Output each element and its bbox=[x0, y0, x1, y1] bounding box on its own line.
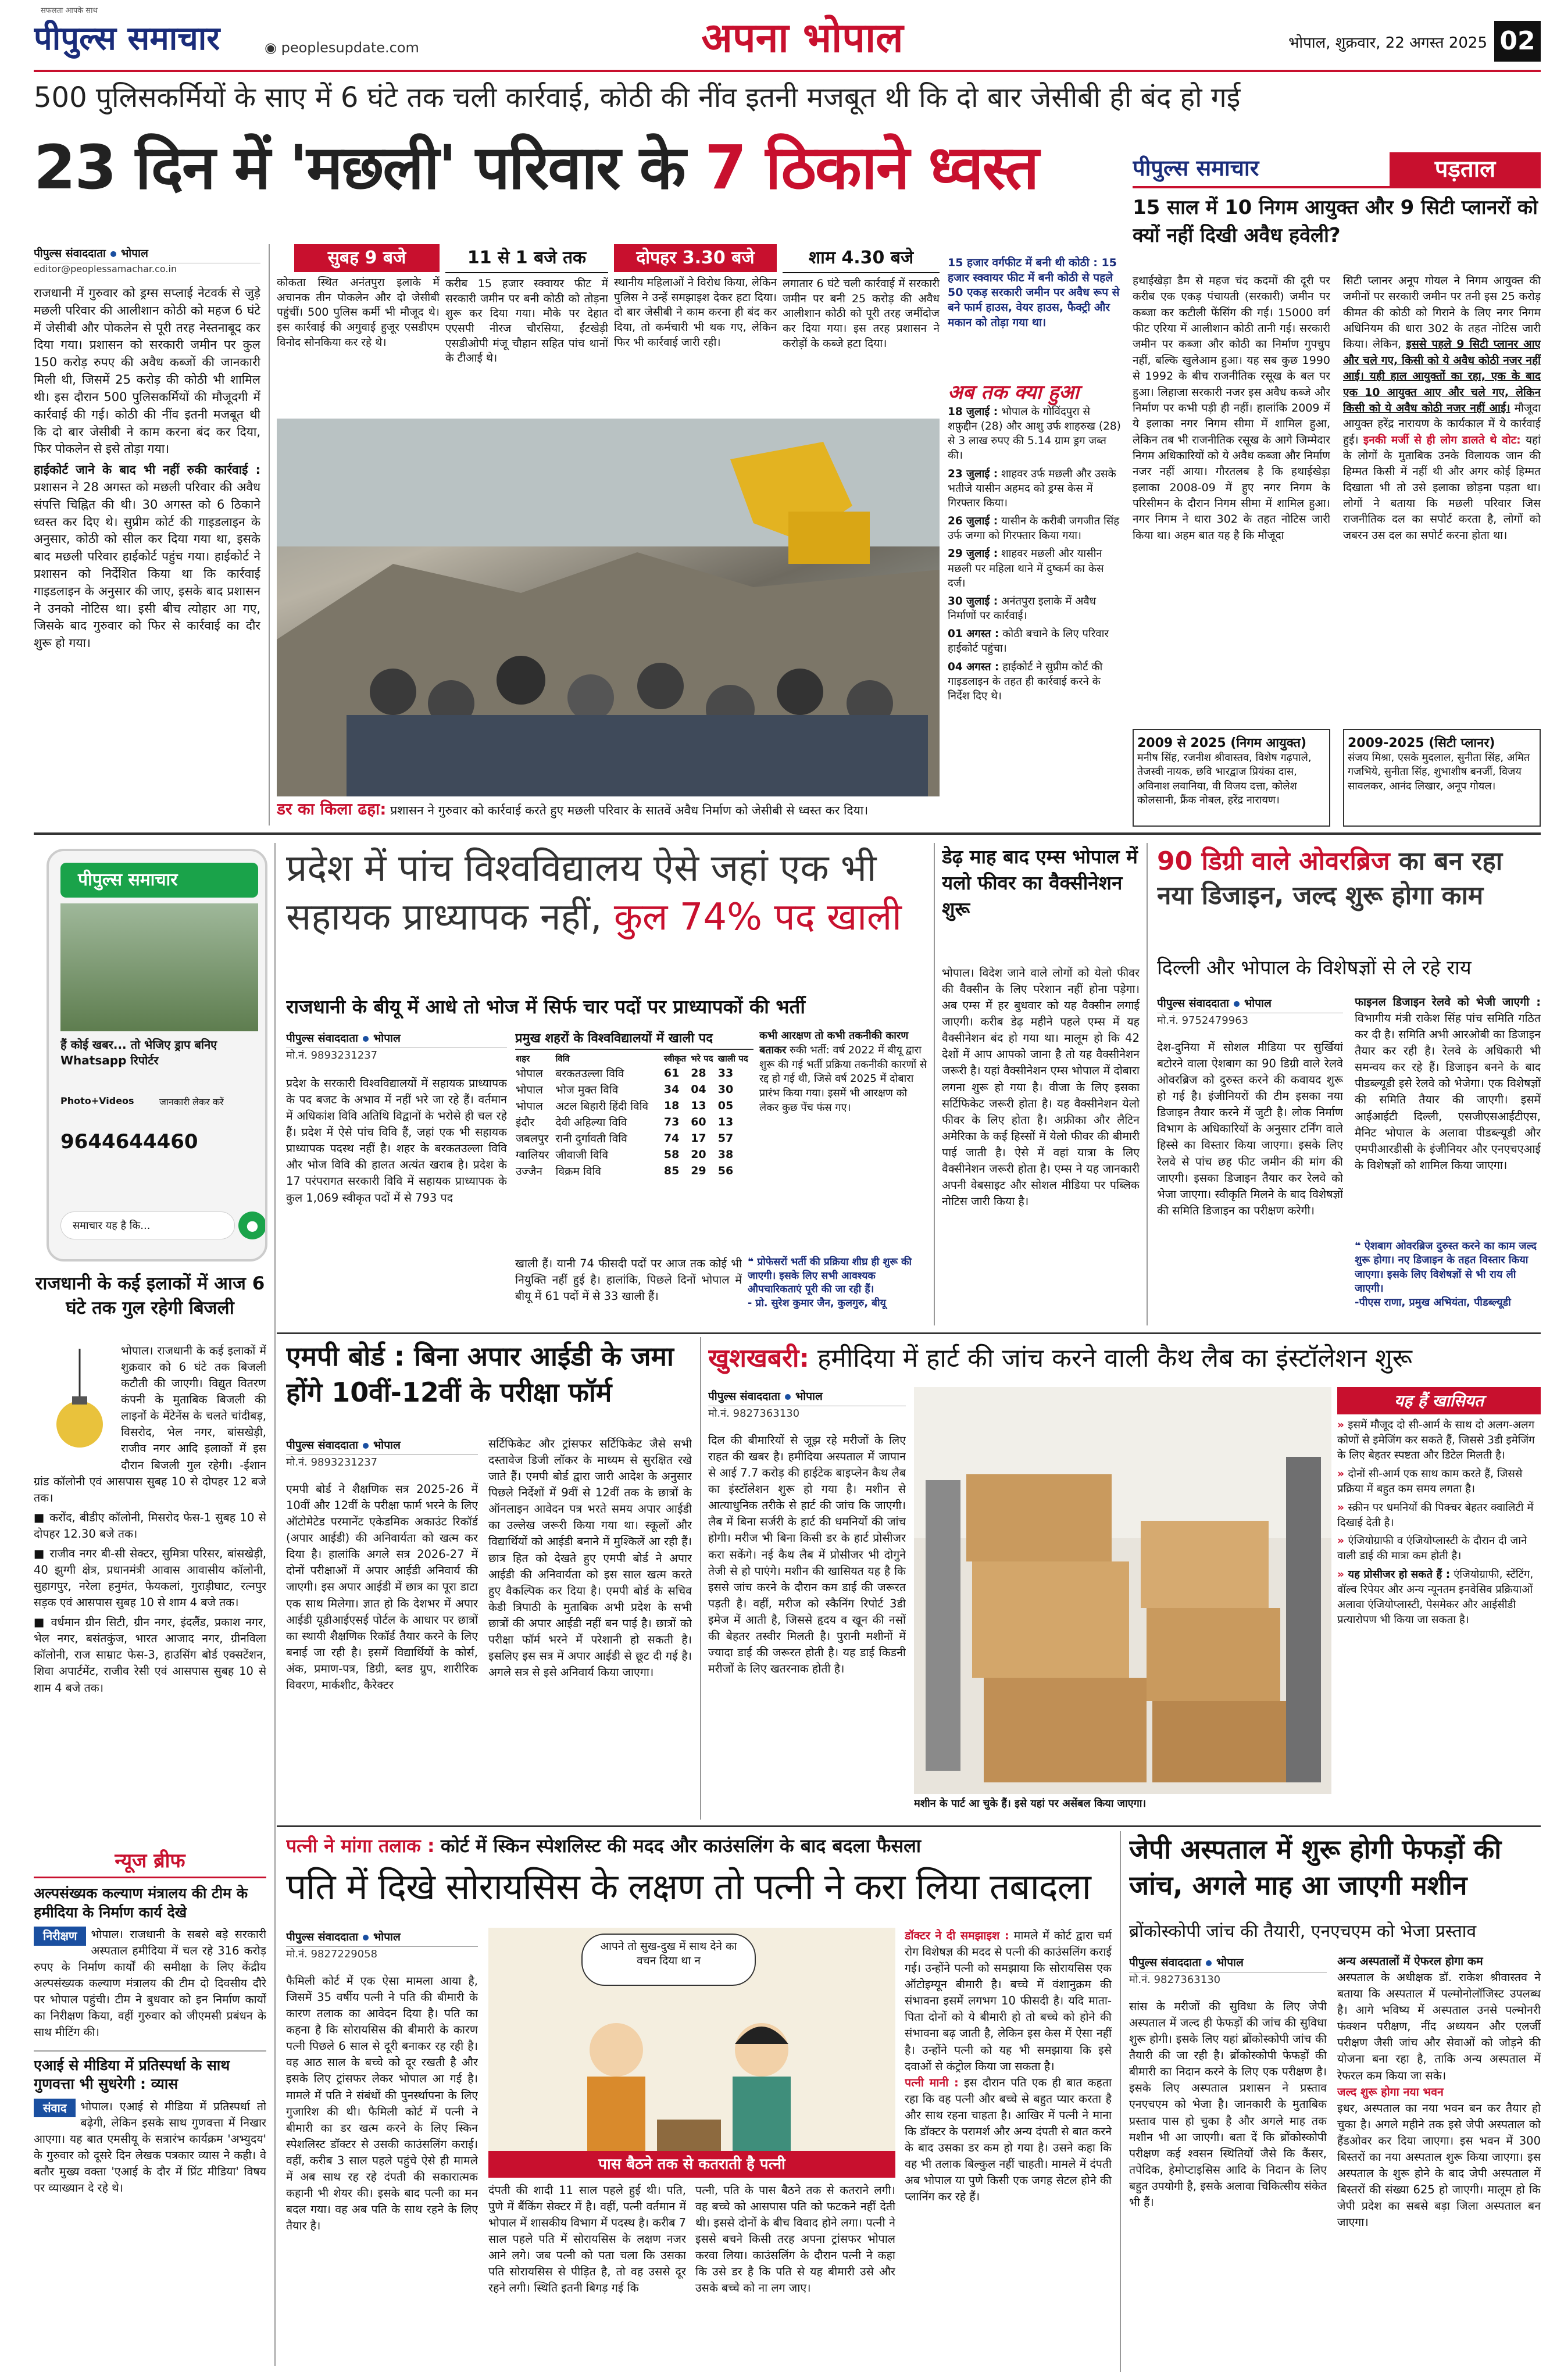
news-brief: न्यूज ब्रीफ अल्पसंख्यक कल्याण मंत्रालय की टीम के हमीदिया के निर्माण कार्य देखे निरीक्षण भोपाल। राजधानी के सबसे बड़े सरकारी अस्पताल हमीदिया में चल रहे 316 करोड़ रुपए के निर्माण कार्यों की समीक्षा के लिए केंद्रीय अल्पसंख्यक कल्याण मंत्रालय की टीम दो दिवसीय दौरे पर भोपाल पहुंची। टीम ने बुधवार को इन निर्माण कार्यों का निरीक्षण किया, वहीं गुरुवार को जीएमसी प्रबंधन के साथ मीटिंग की। एआई से मीडिया में प्रतिस्पर्धा के साथ गुणवत्ता भी सुधरेगी : व्यास संवाद भोपाल। एआई से मीडिया में प्रतिस्पर्धा तो बढ़ेगी, लेकिन इसके साथ गुणवत्ता में निखार आएगा। यह बात एमसीयू के सत्रारंभ कार्यक्रम 'अभ्युदय' के गुरुवार को दूसरे दिन लेखक पत्रकार व्यास ने कही। वे बतौर मुख्य वक्ता 'एआई के दौर में प्रिंट मीडिया' विषय पर व्याख्यान दे रहे थे। bbox=[34, 1846, 266, 2370]
photo-video-label: Photo+Videos bbox=[60, 1095, 134, 1106]
couple-cartoon bbox=[488, 1928, 895, 2166]
dot-icon bbox=[1234, 1001, 1240, 1007]
university-body-cont: खाली हैं। यानी 74 फीसदी पदों पर आज तक कोई भी नियुक्ति नहीं हुई है। हालांकि, पिछले दिनों भोपाल में बीयू में 61 पदों में से 33 खाली हैं। bbox=[515, 1257, 742, 1303]
psoriasis-col1: फैमिली कोर्ट में एक ऐसा मामला आया है, जिसमें 35 वर्षीय पत्नी ने पति की बीमारी के कारण तलाक का आवेदन दिया है। पति का कहना है कि सोरायसिस की बीमारी के कारण पत्नी पिछले 6 साल से दूरी बनाकर रह रही है। वह आठ साल के बच्चे को दूर रखती है और इसके लिए ट्रांसफर लेकर भोपाल आ गई है। मामले में पति ने संबंधों की पुनर्स्थापना के लिए गुजारिश की थी। फैमिली कोर्ट में पत्नी ने बीमारी का डर खत्म करने के लिए स्किन स्पेशलिस्ट डॉक्टर से उसकी काउंसलिंग कराई। वहीं, करीब 3 साल पहले पहुंचे ऐसे ही मामले में अब साथ रह रहे दंपती की सकारात्मक कहानी भी शेयर की। इसके बाद पत्नी का मन बदल गया। वह अब पति के साथ रहने के लिए तैयार है। bbox=[286, 1974, 478, 2233]
table-row: इंदौर देवी अहिल्या विवि 73 60 13 bbox=[516, 1116, 734, 1129]
brief-2-tag: संवाद bbox=[34, 2099, 76, 2118]
speech-bubble: आपने तो सुख-दुख में साथ देने का वचन दिया था न bbox=[581, 1934, 756, 1986]
padtal-tag: पड़ताल bbox=[1390, 152, 1541, 186]
col-rule bbox=[700, 1337, 701, 1820]
jp-col1: सांस के मरीजों की सुविधा के लिए जेपी अस्पताल में जल्द ही फेफड़ों की जांच की सुविधा शुरू होगी। इसके लिए यहां ब्रोंकोस्कोपी जांच की तैयारी की जा रही है। ब्रोंकोस्कोपी फेफड़ों की बीमारी का निदान करने के लिए एक परीक्षण है। इसके लिए अस्पताल प्रशासन ने प्रस्ताव एनएचएम को भेजा है। जानकारी के मुताबिक प्रस्ताव पास हो चुका है और अगले माह तक मशीन भी आ जाएगी। बता दें कि ब्रोंकोस्कोपी परीक्षण कई श्वसन स्थितियों जैसे कि कैंसर, तपेदिक, हेमोप्टाइसिस आदि के निदान के लिए बहुत उपयोगी है, इसके अलावा चिकित्सीय संकेत भी हैं। bbox=[1129, 2000, 1327, 2209]
dot-icon bbox=[363, 1036, 369, 1042]
padtal-box-planners: 2009-2025 (सिटी प्लानर) संजय मिश्रा, एसके मुदलाल, सुनीता सिंह, अमित गजभिये, सुनीता सिंह, शुभाशीष बनर्जी, विजय सावलकर, आनंद लिखार, अनूप गोयल। bbox=[1343, 729, 1541, 827]
timeline-item: 11 से 1 बजे तक करीब 15 हजार स्क्वायर फीट में सरकारी जमीन पर बनी कोठी को तोड़ना शुरू कर दिया गया। मौके पर देहात एएसपी नीरज चौरसिया, ईंटखेड़ी एसडीओपी मंजू चौहान सहित पांच थानों के टीआई थे। bbox=[445, 244, 608, 419]
dot-icon bbox=[785, 1394, 791, 1400]
overbridge-byline: पीपुल्स संवाददाता भोपाल मो.नं. 9752479963 bbox=[1157, 994, 1343, 1035]
table-row: ग्वालियर जीवाजी विवि 58 20 38 bbox=[516, 1148, 734, 1162]
psoriasis-col4: डॉक्टर ने दी समझाइश : मामले में कोर्ट द्वारा चर्म रोग विशेषज्ञ की मदद से पत्नी की काउंसलिंग कराई गई। उन्होंने पत्नी को समझाया कि सोरायसिस एक ऑटोइम्यून बीमारी है। बच्चे में वंशानुक्रम की संभावना इसमें लगभग 10 फीसदी है। यदि माता-पिता दोनों को ये बीमारी हो तो बच्चे को होने की संभावना बढ़ जाती है, लेकिन इस केस में ऐसा नहीं है। उन्होंने पत्नी को यह भी समझाया कि इसे दवाओं से कंट्रोल किया जा सकता है। पत्नी मानी : इस दौरान पति एक ही बात कहता रहा कि वह पत्नी और बच्चे से बहुत प्यार करता है और साथ रहना चाहता है। आखिर में पत्नी ने माना कि डॉक्टर के परामर्श और अन्य दंपती से बात करने के बाद उसका डर कम हो गया है। उसने कहा कि वह भी तलाक बिल्कुल नहीं चाहती। मामले में दंपती अब भोपाल या पुणे किसी एक जगह सेटल होने की प्लानिंग कर रहे हैं। bbox=[905, 1929, 1112, 2204]
timeline-time: दोपहर 3.30 बजे bbox=[614, 244, 777, 272]
overbridge-col1: देश-दुनिया में सोशल मीडिया पर सुर्खियां बटोरने वाला ऐशबाग का 90 डिग्री वाले रेलवे ओवरब्रिज को दुरुस्त करने की कवायद शुरू हो गई है। इंजीनियरों की टीम इसका नया डिजाइन तैयार करने में जुटी है। लोक निर्माण विभाग के अधिकारियों के अनुसार टर्निंग वाले हिस्से का विस्तार किया जाएगा। इसके लिए रेलवे से पांच छह फीट जमीन की मांग की जाएगी। इसका डिजाइन तैयार कर रेलवे को भेजा जाएगा। स्वीकृति मिलने के बाद विशेषज्ञों की समिति डिजाइन का परीक्षण करेगी। bbox=[1157, 1041, 1343, 1217]
table-row: भोपाल भोज मुक्त विवि 34 04 30 bbox=[516, 1083, 734, 1096]
brief-1-tag: निरीक्षण bbox=[34, 1927, 86, 1946]
padtal-col2: सिटी प्लानर अनूप गोयल ने निगम आयुक्त की जमीनों पर सरकारी जमीन पर तनी इस 25 करोड़ कीमत की कोठी को गिराने के लिए नगर निगम अधिनियम की धारा 302 के तहत नोटिस जारी किया। लेकिन, इससे पहले 9 सिटी प्लानर आए और चले गए, किसी को ये अवैध कोठी नजर नहीं आई। यही हाल आयुक्तों का रहा, एक के बाद एक 10 आयुक्त आए और चले गए, लेकिन किसी को ये अवैध कोठी नजर नहीं आई। मौजूदा आयुक्त हरेंद्र नारायण के कार्यकाल में ये कार्रवाई हुई। इनकी मर्जी से ही लोग डालते थे वोट: यहां के लोगों के मुताबिक उनके विलायक जान की हिम्मत किसी में नहीं थी और अगर कोई हिम्मत दिखाता भी तो उसे इलाका छोड़ना पड़ता था। लोगों ने बताया कि मछली परिवार जिस राजनीतिक दल का सपोर्ट करता है, लोगों को जबरन उस दल का सपोर्ट करना होता था। bbox=[1343, 274, 1541, 542]
bijli-headline: राजधानी के कई इलाकों में आज 6 घंटे तक गुल रहेगी बिजली bbox=[35, 1273, 265, 1318]
left-column-rule bbox=[274, 843, 276, 2366]
news-brief-title: न्यूज ब्रीफ bbox=[34, 1846, 266, 1878]
whatsapp-ad-header: पीपुल्स समाचार bbox=[60, 863, 258, 898]
lead-subhead: हाईकोर्ट जाने के बाद भी नहीं रुकी कार्रवाई : bbox=[34, 463, 260, 477]
whatsapp-prompt: हैं कोई खबर... तो भेजिए ड्राप बनिए Whatsapp रिपोर्टर bbox=[60, 1038, 217, 1067]
padtal-brand: पीपुल्स समाचार bbox=[1133, 155, 1259, 181]
mic-icon[interactable]: ● bbox=[238, 1212, 266, 1239]
university-side: कभी आरक्षण तो कभी तकनीकी कारण बताकर रुकी भर्ती: वर्ष 2022 में बीयू द्वारा शुरू की गई भर्ती प्रक्रिया तकनीकी कारणों से रद्द हो गई थी, जिसे वर्ष 2025 में दोबारा प्रारंभ किया गया। इसमें भी आरक्षण को लेकर कुछ पेंच फंस गए। bbox=[759, 1030, 927, 1114]
timeline-time: 11 से 1 बजे तक bbox=[445, 244, 608, 273]
overbridge-subhead: दिल्ली और भोपाल के विशेषज्ञों से ले रहे राय bbox=[1157, 956, 1472, 980]
hamidia-headline: खुशखबरी: हमीदिया में हार्ट की जांच करने वाली कैथ लैब का इंस्टॉलेशन शुरू bbox=[708, 1343, 1412, 1373]
website[interactable]: ◉ peoplesupdate.com bbox=[265, 40, 419, 56]
board-byline: पीपुल्स संवाददाता भोपाल मो.नं. 9893231237 bbox=[286, 1436, 478, 1477]
section-rule-1 bbox=[34, 832, 1541, 835]
masthead bbox=[0, 0, 1557, 70]
globe-icon: ◉ bbox=[265, 40, 281, 56]
demolition-photo bbox=[277, 419, 940, 796]
so-far-title: अब तक क्या हुआ bbox=[948, 381, 1079, 404]
overbridge-headline: 90 डिग्री वाले ओवरब्रिज का बन रहा नया डिजाइन, जल्द शुरू होगा काम bbox=[1157, 846, 1503, 911]
so-far-box: अब तक क्या हुआ 18 जुलाई : भोपाल के गोविंदपुरा से शफ़ुद्दीन (28) और आशु उर्फ शाहरुख (28) से 3 लाख रुपए की 5.14 ग्राम ड्रग जब्त की। 23 जुलाई : शाहवर उर्फ मछली और उसके भतीजे यासीन अहमद को ड्रग्स केस में गिरफ्तार किया। 26 जुलाई : यासीन के करीबी जगजीत सिंह उर्फ जग्गा को गिरफ्तार किया गया। 29 जुलाई : शाहवर मछली और यासीन मछली पर महिला थाने में दुष्कर्म का केस दर्ज। 30 जुलाई : अनंतपुरा इलाके में अवैध निर्माणों पर कार्रवाई। 01 अगस्त : कोठी बचाने के लिए परिवार हाईकोर्ट पहुंचा। 04 अगस्त : हाईकोर्ट ने सुप्रीम कोर्ट की गाइडलाइन के तहत ही कार्रवाई करने के निर्देश दिए थे। bbox=[948, 378, 1122, 826]
col-rule bbox=[1120, 1831, 1121, 2372]
headline-highlight: 7 ठिकाने ध्वस्त bbox=[704, 132, 1038, 203]
dot-icon bbox=[1206, 1960, 1212, 1966]
jp-subhead: ब्रोंकोस्कोपी जांच की तैयारी, एनएचएम को भेजा प्रस्ताव bbox=[1129, 1921, 1477, 1942]
table-row: भोपाल अटल बिहारी हिंदी विवि 18 13 05 bbox=[516, 1099, 734, 1113]
table-title: प्रमुख शहरों के विश्वविद्यालयों में खाली पद bbox=[515, 1029, 753, 1050]
university-byline: पीपुल्स संवाददाता भोपाल मो.नं. 9893231237 bbox=[286, 1029, 507, 1070]
bullet-icon: ■ bbox=[34, 1616, 46, 1629]
psoriasis-headline: पति में दिखे सोरायसिस के लक्षण तो पत्नी ने करा लिया तबादला bbox=[286, 1866, 1091, 1908]
lead-headline: 23 दिन में 'मछली' परिवार के 7 ठिकाने ध्वस्त bbox=[34, 132, 1038, 203]
brand-tag: सफलता आपके साथ bbox=[41, 6, 98, 15]
bijli-body: भोपाल। राजधानी के कई इलाकों में शुक्रवार को 6 घंटे तक बिजली कटौती की जाएगी। विद्युत वितरण कंपनी के मुताबिक बिजली की लाइनों के मेंटेनेंस के चलते चांदीबड़, विसरोद, भेल नगर, बांसखेड़ी, राजीव नगर आदि इलाकों में इस दौरान बिजली गुल रहेगी। -ईशान ग्रांड कॉलोनी एवं आसपास सुबह 10 से दोपहर 12 बजे तक। ■ करोंद, बीडीए कॉलोनी, मिसरोद फेस-1 सुबह 10 से दोपहर 12.30 बजे तक। ■ राजीव नगर बी-सी सेक्टर, सुमित्रा परिसर, बांसखेड़ी, 40 झुग्गी क्षेत्र, प्रधानमंत्री आवास आवासीय कॉलोनी, सुहागपुर, नरेला हनुमंत, फेयकलां, गुराड़ीघाट, रत्नपुर सड़क एवं आसपास सुबह 10 से शाम 4 बजे तक। ■ वर्धमान ग्रीन सिटी, ग्रीन नगर, इंदलैंड, प्रकाश नगर, भेल नगर, बसंतकुंज, भारत आजाद नगर, ग्रीनविला कॉलोनी, राज साम्राट फेस-3, हाउसिंग बोर्ड एक्सटेंशन, शिवा अपार्टमेंट, राजीव रेसी एवं आसपास सुबह 10 से शाम 4 बजे तक। bbox=[34, 1344, 266, 1695]
padtal-col1: हथाईखेड़ा डैम से महज चंद कदमों की दूरी पर करीब एक एकड़ पंचायती (सरकारी) जमीन पर कब्जा कर कटीली फेंसिंग की गई। 15000 वर्ग फीट एरिया में आलीशान कोठी तानी गई। सरकारी जमीन पर कब्जा और कोठी का निर्माण गुपचुप नहीं, बल्कि खुलेआम हुआ। यह सब कुछ 1990 से 1992 के बीच राजनीतिक रसूख के बल पर हुआ। लिहाजा सरकारी नजर इस अवैध कब्जे और निर्माण पर कभी पड़ी ही नहीं। हालांकि 2009 में ये इलाका नगर निगम सीमा में शामिल हुआ, लेकिन तब भी राजनीतिक रसूख के आगे जिम्मेदार निगम अधिकारियों को ये अवैध कब्जा और निर्माण नजर नहीं आया। गौरतलब है कि हथाईखेड़ा इलाका 2008-09 में हुए नगर निगम के परिसीमन के दौरान निगम सीमा में शामिल हुआ। नगर निगम ने धारा 302 के तहत नोटिस जारी किया था। अहम बात यह है कि मौजूदा bbox=[1133, 274, 1330, 542]
bullet-icon: » bbox=[1337, 1419, 1348, 1432]
board-headline: एमपी बोर्ड : बिना अपार आईडी के जमा होंगे 10वीं-12वीं के परीक्षा फॉर्म bbox=[286, 1341, 674, 1409]
section-rule-3 bbox=[277, 1825, 1541, 1827]
jp-byline: पीपुल्स संवाददाता भोपाल मो.नं. 9827363130 bbox=[1129, 1953, 1327, 1994]
aiims-body: भोपाल। विदेश जाने वाले लोगों को येलो फीवर की वैक्सीन के लिए परेशान नहीं होना पड़ेगा। अब एम्स में हर बुधवार को यह वैक्सीन लगाई जाएगी। करीब डेढ़ महीने पहले एम्स में यह वैक्सीनेशन बंद हो गया था। मालूम हो कि 42 देशों में आप आपको जाना है तो यह वैक्सीनेशन जरूरी है। यहां वैक्सीनेशन एम्स भोपाल में दोबारा लगना शुरू हो गया है। वीजा के लिए इसका सर्टिफिकेट जरूरी होता है। यह वैक्सीनेशन येलो फीवर के लिए होता है। अफ्रीका और लैटिन अमेरिका के कई हिस्सों में येलो फीवर की बीमारी पाई जाती है। ऐसे में वहां यात्रा के लिए वैक्सीनेशन जरूरी होता है। एम्स ने यह जानकारी अपनी वेबसाइट और सोशल मीडिया पर पब्लिक नोटिस जारी किया है। bbox=[942, 966, 1140, 1209]
col-rule bbox=[1147, 843, 1148, 1325]
timeline-item: सुबह 9 बजे कोकता स्थित अनंतपुरा इलाके में अचानक तीन पोकलेन और दो जेसीबी पहुंचीं। 500 पुलिस कर्मी भी मौजूद थे। इस कार्रवाई की अगुवाई हुजूर एसडीएम विनोद सोनकिया कर रहे थे। bbox=[277, 244, 440, 419]
lead-kicker: 500 पुलिसकर्मियों के साए में 6 घंटे तक चली कार्रवाई, कोठी की नींव इतनी मजबूत थी कि दो बार जेसीबी ही बंद हो गई bbox=[34, 81, 1241, 114]
timeline-time: शाम 4.30 बजे bbox=[783, 244, 940, 273]
brief-2-headline: एआई से मीडिया में प्रतिस्पर्धा के साथ गुणवत्ता भी सुधरेगी : व्यास bbox=[34, 2050, 266, 2094]
chat-input[interactable]: समाचार यह है कि... bbox=[60, 1212, 235, 1239]
university-quote: ❝ प्रोफेसरों भर्ती की प्रक्रिया शीघ्र ही शुरू की जाएगी। इसके लिए सभी आवश्यक औपचारिकताएं पूरी की जा रही हैं। - प्रो. सुरेश कुमार जैन, कुलगुरु, बीयू bbox=[748, 1256, 912, 1309]
send-label: जानकारी लेकर करें bbox=[159, 1096, 224, 1107]
cath-lab-photo bbox=[914, 1387, 1331, 1794]
brief-1-headline: अल्पसंख्यक कल्याण मंत्रालय की टीम के हमीदिया के निर्माण कार्य देखे bbox=[34, 1885, 248, 1921]
psoriasis-col2: दंपती की शादी 11 साल पहले हुई थी। पति, पुणे में बैंकिंग सेक्टर में है। वहीं, पत्नी वर्तमान में भोपाल में शासकीय विभाग में पदस्थ है। करीब 7 साल पहले पति में सोरायसिस के लक्षण नजर आने लगे। जब पत्नी को पता चला कि उसका पति सोरायसिस से पीड़ित है, तो वह उससे दूर रहने लगी। स्थिति इतनी बिगड़ गई कि bbox=[488, 2184, 686, 2295]
timeline-time: सुबह 9 बजे bbox=[294, 244, 440, 272]
bullet-icon: ■ bbox=[34, 1546, 45, 1560]
hamidia-byline: पीपुल्स संवाददाता भोपाल मो.नं. 9827363130 bbox=[708, 1387, 906, 1428]
byline-name: पीपुल्स संवाददाता bbox=[34, 247, 106, 260]
university-body: प्रदेश के सरकारी विश्वविद्यालयों में सहायक प्राध्यापक के पद बजट के अभाव में नहीं भरे जा रहे हैं। वर्तमान में अधिकांश विवि अतिथि विद्वानों के भरोसे ही चल रहे हैं। प्रदेश में ऐसे पांच विवि हैं, जहां एक भी सहायक प्राध्यापक पदस्थ नहीं है। शहर के बरकतउल्ला विवि और भोज विवि की हालत अत्यंत खराब है। प्रदेश के 17 परंपरागत सरकारी विवि में सहायक प्राध्यापक के कुल 1,069 स्वीकृत पदों में से 793 पद bbox=[286, 1077, 507, 1205]
demolition-illustration bbox=[277, 419, 940, 796]
brand-name: पीपुल्स समाचार bbox=[34, 19, 220, 58]
university-headline: प्रदेश में पांच विश्वविद्यालय ऐसे जहां एक भी सहायक प्राध्यापक नहीं, कुल 74% पद खाली bbox=[286, 847, 902, 939]
lead-byline: पीपुल्स संवाददाता भोपाल editor@peoplessamachar.co.in bbox=[34, 244, 260, 283]
bullet-icon: » bbox=[1337, 1467, 1348, 1480]
whatsapp-ad-photo bbox=[60, 903, 258, 1031]
aiims-headline: डेढ़ माह बाद एम्स भोपाल में यलो फीवर का वैक्सीनेशन शुरू bbox=[942, 845, 1138, 920]
board-col2: सर्टिफिकेट और ट्रांसफर सर्टिफिकेट जैसे सभी दस्तावेज डिजी लॉकर के माध्यम से सुरक्षित रखे जाते हैं। एमपी बोर्ड द्वारा जारी आदेश के अनुसार पिछले निर्देशों में 9वीं से 12वीं तक के छात्रों के ऑनलाइन आवेदन पत्र भरते समय अपार आईडी का उल्लेख जरूरी किया गया था। स्कूलों और विद्यार्थियों को आईडी बनाने में मुश्किलें आ रही हैं। छात्र हित को देखते हुए एमपी बोर्ड ने अपार आईडी की अनिवार्यता को इस साल खत्म करते हुए वैकल्पिक कर दिया है। एमपी बोर्ड के सचिव केडी त्रिपाठी के मुताबिक अभी प्रदेश के सभी छात्रों की अपार आईडी नहीं बन पाई है। छात्रों को परीक्षा फॉर्म भरने में परेशानी हो सकती है। इसलिए इस सत्र में अपार आईडी से छूट दी गई है। अगले सत्र से इसे अनिवार्य किया जाएगा। bbox=[488, 1437, 692, 1679]
brand-logo bbox=[34, 15, 255, 62]
lead-body: राजधानी में गुरुवार को ड्रग्स सप्लाई नेटवर्क से जुड़े मछली परिवार की आलीशान कोठी को महज 6 घंटे में जेसीबी और पोकलेन से पूरी तरह नेस्तनाबूद कर दिया गया। प्रशासन को सरकारी जमीन पर कुल 150 करोड़ रुपए की अवैध कब्जों की जानकारी मिली थी, जिसमें 25 करोड़ की कोठी भी शामिल थी। इस दौरान 500 पुलिसकर्मियों की मौजूदगी में कार्रवाई की गई। कोठी की नींव इतनी मजबूत थी कि दो बार जेसीबी ने काम करना बंद कर दिया, फिर पोकलेन से इसे तोड़ा गया। हाईकोर्ट जाने के बाद भी नहीं रुकी कार्रवाई : प्रशासन ने 28 अगस्त को मछली परिवार की अवैध संपत्ति चिह्नित की थी। 30 अगस्त को 6 ठिकाने ध्वस्त कर दिए थे। सुप्रीम कोर्ट की गाइडलाइन के अनुसार, कोठी को सील कर दिया गया था, इसके बाद मछली परिवार हाईकोर्ट पहुंच गया। हाईकोर्ट ने प्रशासन को निर्देशित किया था कि कार्रवाई गाइडलाइन के अनुसार की जाए, इसके बाद प्रशासन ने उनको नोटिस था। इसी बीच त्योहार आ गए, जिसके बाद गुरुवार को फिर से कार्रवाई का दौर शुरू हो गया। bbox=[34, 286, 260, 651]
hamidia-photo-caption: मशीन के पार्ट आ चुके हैं। इसे यहां पर असेंबल किया जाएगा। bbox=[914, 1797, 1147, 1810]
hamidia-col1: दिल की बीमारियों से जूझ रहे मरीजों के लिए राहत की खबर है। हमीदिया अस्पताल में जापान से आई 7.7 करोड़ की हाईटेक बाइप्लेन कैथ लैब का इंस्टॉलेशन शुरू हो गया है। मशीन से आत्याधुनिक तरीके से हार्ट की जांच कि जाएगी। लैब में बिना सर्जरी के हार्ट की धमनियों की जांच होगी। मरीज भी बिना किसी डर के हार्ट प्रोसीजर करा सकेंगे। नई कैथ लैब में प्रोसीजर भी दोगुने तेजी से हो पाएंगे। मशीन की खासियत यह है कि इससे जांच करने के दौरान कम डाई की जरूरत पड़ती है। वहीं, मरीज को स्कैनिंग रिपोर्ट 3डी इमेज में आती है, जिससे हृदय व खून की नसों की बेहतर तस्वीर मिलती है। पुरानी मशीनों में ज्यादा डाई की जरूरत होती है। यह डाई किडनी मरीजों के लिए खतरनाक होती है। bbox=[708, 1434, 906, 1676]
whatsapp-number[interactable]: 9644644460 bbox=[60, 1130, 198, 1153]
bullet-icon: » bbox=[1337, 1535, 1348, 1548]
padtal-box bbox=[1133, 152, 1541, 827]
table-row: जबलपुर रानी दुर्गावती विवि 74 17 57 bbox=[516, 1132, 734, 1145]
section-rule-2 bbox=[277, 1332, 1541, 1334]
features-box: यह हैं खासियत » इसमें मौजूद दो सी-आर्म के साथ दो अलग-अलग कोणों से इमेजिंग कर सकते हैं, जिससे 3डी इमेजिंग के लिए बेहतर स्पष्टता और डिटेल मिलती है। » दोनों सी-आर्म एक साथ काम करते हैं, जिससे प्रक्रिया में बहुत कम समय लगता है। » स्क्रीन पर धमनियों की पिक्चर बेहतर क्वालिटी में दिखाई देती है। » एंजियोग्राफी व एंजियोप्लास्टी के दौरान दी जाने वाली डाई की मात्रा कम होती है। » यह प्रोसीजर हो सकते हैं : एंजियोग्राफी, स्टेंटिंग, वॉल्व रिपेयर और अन्य न्यूनतम इनवेसिव प्रक्रियाओं अलावा एंजियोप्लास्टी, पेसमेकर और आईसीडी प्रत्यारोपण भी किया जा सकता है। bbox=[1337, 1387, 1541, 1820]
dot-icon bbox=[363, 1443, 369, 1449]
table-row: उज्जैन विक्रम विवि 85 29 56 bbox=[516, 1164, 734, 1178]
bullet-icon: ■ bbox=[34, 1510, 45, 1524]
bullet-icon: » bbox=[1337, 1568, 1348, 1581]
headline-highlight: 90 डिग्री वाले ओवरब्रिज bbox=[1157, 846, 1390, 876]
bullet-icon: » bbox=[1337, 1501, 1348, 1514]
overbridge-col2: फाइनल डिजाइन रेलवे को भेजी जाएगी : विभागीय मंत्री राकेश सिंह पांच समिति गठित कर दी है। समिति अभी आरओबी का डिजाइन तैयार कर रही है। रेलवे के अधिकारी भी समन्वय कर रहे हैं। डिजाइन बनने के बाद पीडब्ल्यूडी इसे रेलवे को भेजेगा। एक विशेषज्ञों की समिति तैयार की जाएगी। इसमें आईआईटी दिल्ली, एसजीएसआईटीएस, मैनिट भोपाल के अलावा पीडब्ल्यूडी और एमपीआरडीसी के इंजीनियर और एनएचएआई के विशेषज्ञों को शामिल किया जाएगा। bbox=[1355, 995, 1541, 1172]
psoriasis-byline: पीपुल्स संवाददाता भोपाल मो.नं. 9827229058 bbox=[286, 1928, 478, 1968]
page-number: 02 bbox=[1494, 21, 1541, 62]
dateline: भोपाल, शुक्रवार, 22 अगस्त 2025 bbox=[1288, 34, 1487, 52]
padtal-headline: 15 साल में 10 निगम आयुक्त और 9 सिटी प्लानरों को क्यों नहीं दिखी अवैध हवेली? bbox=[1133, 196, 1538, 247]
table-row: भोपाल बरकतउल्ला विवि 61 28 33 bbox=[516, 1067, 734, 1080]
psoriasis-kicker: पत्नी ने मांगा तलाक : कोर्ट में स्किन स्पेशलिस्ट की मदद और काउंसलिंग के बाद बदला फैसला bbox=[286, 1835, 922, 1857]
headline-highlight: कुल 74% पद खाली bbox=[613, 896, 902, 939]
padtal-header bbox=[1133, 152, 1541, 188]
jp-headline: जेपी अस्पताल में शुरू होगी फेफड़ों की जांच, अगले माह आ जाएगी मशीन bbox=[1129, 1834, 1502, 1902]
photo-caption: डर का किला ढहा: प्रशासन ने गुरुवार को कार्रवाई करते हुए मछली परिवार के सातवें अवैध निर्माण को जेसीबी से ध्वस्त कर दिया। bbox=[277, 799, 869, 819]
timeline bbox=[277, 244, 940, 419]
overbridge-quote: ❝ ऐशबाग ओवरब्रिज दुरुस्त करने का काम जल्द शुरू होगा। नए डिजाइन के तहत विस्तार किया जाएगा। इसके लिए विशेषज्ञों से भी राय ली जाएगी। -पीएस राणा, प्रमुख अभियंता, पीडब्ल्यूडी bbox=[1355, 1240, 1537, 1309]
dot-icon bbox=[110, 251, 116, 257]
quote-icon: ❝ bbox=[1355, 1240, 1365, 1252]
section-title: अपना भोपाल bbox=[701, 14, 904, 62]
quote-icon: ❝ bbox=[748, 1256, 758, 1268]
header-rule bbox=[34, 70, 1541, 72]
lead-col-rule bbox=[269, 244, 270, 826]
whatsapp-ad bbox=[47, 849, 267, 1262]
jp-col2: अन्य अस्पतालों में ऐफरल होगा कम अस्पताल के अधीक्षक डॉ. राकेश श्रीवास्तव ने बताया कि अस्पताल में पल्मोनोलॉजिस्ट उपलब्ध है। आगे भविष्य में अस्पताल उनसे पल्मोनरी फंक्शन परीक्षण, नींद अध्ययन और एलर्जी परीक्षण जैसी जांच और सेवाओं को जोड़ने की योजना बना रहा है, ताकि अन्य अस्पताल में रेफरल कम किया जा सके। जल्द शुरू होगा नया भवन इधर, अस्पताल का नया भवन बन कर तैयार हो चुका है। अगले महीने तक इसे जेपी अस्पताल को हैंडओवर कर दिया जाएगा। इस भवन में 300 बिस्तरों का नया अस्पताल शुरू किया जाएगा। इस अस्पताल के शुरू होने के बाद जेपी अस्पताल में बिस्तरों की संख्या 625 हो जाएगी। मालूम हो कि जेपी प्रदेश का सबसे बड़ा जिला अस्पताल बन जाएगा। bbox=[1337, 1954, 1541, 2229]
university-table: प्रमुख शहरों के विश्वविद्यालयों में खाली पद शहर विवि स्वीकृत भरे पद खाली पद भोपाल बरकतउल्ला विवि 61 28 33 भोपाल भोज मुक्त विवि 34 04 30 भोपाल अटल बिहारी हिंदी विवि 18 13 05 इंदौर देवी अहिल्या विवि 73 60 13 जबलपुर रानी दुर्गावती विवि 74 17 57 ग्वालियर जीवाजी विवि 58 20 38 उज्जैन विक्रम विवि 85 29 56 bbox=[515, 1029, 753, 1250]
psoriasis-col3: पत्नी, पति के पास बैठने तक से कतराने लगी। वह बच्चे को आसपास पति को फटकने नहीं देती थी। इससे दोनों के बीच विवाद होने लगा। पत्नी ने इससे बचने किसी तरह अपना ट्रांसफर भोपाल करवा लिया। काउंसलिंग के दौरान पत्नी ने कहा कि उसे डर है कि पति से यह बीमारी उसे और उसके बच्चे को ना लग जाए। bbox=[695, 2184, 895, 2295]
features-title: यह हैं खासियत bbox=[1337, 1387, 1541, 1414]
boxes-illustration bbox=[914, 1387, 1331, 1794]
cartoon-caption: पास बैठने तक से कतराती है पत्नी bbox=[488, 2151, 895, 2178]
col-rule bbox=[934, 843, 935, 1325]
university-subhead: राजधानी के बीयू में आधे तो भोज में सिर्फ चार पदों पर प्राध्यापकों की भर्ती bbox=[286, 995, 805, 1018]
padtal-box-commissioners: 2009 से 2025 (निगम आयुक्त) मनीष सिंह, रजनीश श्रीवास्तव, विशेष गढ़पाले, तेजस्वी नायक, छवि भारद्वाज प्रियंका दास, अविनाश लवानिया, वी विजय दत्ता, कोलेश कोलसानी, फ्रैंक नोबल, हरेंद्र नारायण। bbox=[1133, 729, 1330, 827]
dot-icon bbox=[363, 1935, 369, 1941]
timeline-item: दोपहर 3.30 बजे स्थानीय महिलाओं ने विरोध किया, लेकिन पुलिस ने उन्हें समझाइश देकर हटा दिया। दो बार जेसीबी ने काम करना ही बंद कर दिया, तो कर्मचारी भी थक गए, लेकिन फिर भी कार्रवाई जारी रही। bbox=[614, 244, 777, 419]
byline-email: editor@peoplessamachar.co.in bbox=[34, 263, 177, 274]
lead-highlight: 15 हजार वर्गफीट में बनी थी कोठी : 15 हजार स्क्वायर फीट में बनी कोठी से पहले 50 एकड़ सरकारी जमीन पर अवैध रूप से बने फार्म हाउस, वेयर हाउस, फैक्ट्री और मकान को तोड़ा गया था। bbox=[948, 256, 1120, 329]
timeline-item: शाम 4.30 बजे लगातार 6 घंटे चली कार्रवाई में सरकारी जमीन पर बनी 25 करोड़ की अवैध आलीशान कोठी को पूरी तरह जमींदोज कर दिया गया। इस तरह प्रशासन ने करोड़ों के कब्जे हटा दिया। bbox=[783, 244, 940, 419]
board-col1: एमपी बोर्ड ने शैक्षणिक सत्र 2025-26 में 10वीं और 12वीं के परीक्षा फार्म भरने के लिए ऑटोमेटेड परमानेंट एकेडमिक अकाउंट रिकॉर्ड (अपार आईडी) की अनिवार्यता को खत्म कर दिया है। हालांकि अगले सत्र 2026-27 में दोनों परीक्षाओं में अपार आईडी अनिवार्य की जाएगी। इस अपार आईडी में छात्र का पूरा डाटा एक साथ मिलेगा। ज्ञात हो कि देशभर में अपार आईडी यूडीआईएसई पोर्टल के आधार पर छात्रों का स्थायी शैक्षणिक रिकॉर्ड तैयार करने के लिए बनाई जा रही है। इसमें विद्यार्थियों के कोर्स, अंक, प्रमाण-पत्र, डिग्री, ब्लड ग्रुप, शारीरिक विवरण, मार्कशीट, कैरेक्टर bbox=[286, 1482, 478, 1692]
